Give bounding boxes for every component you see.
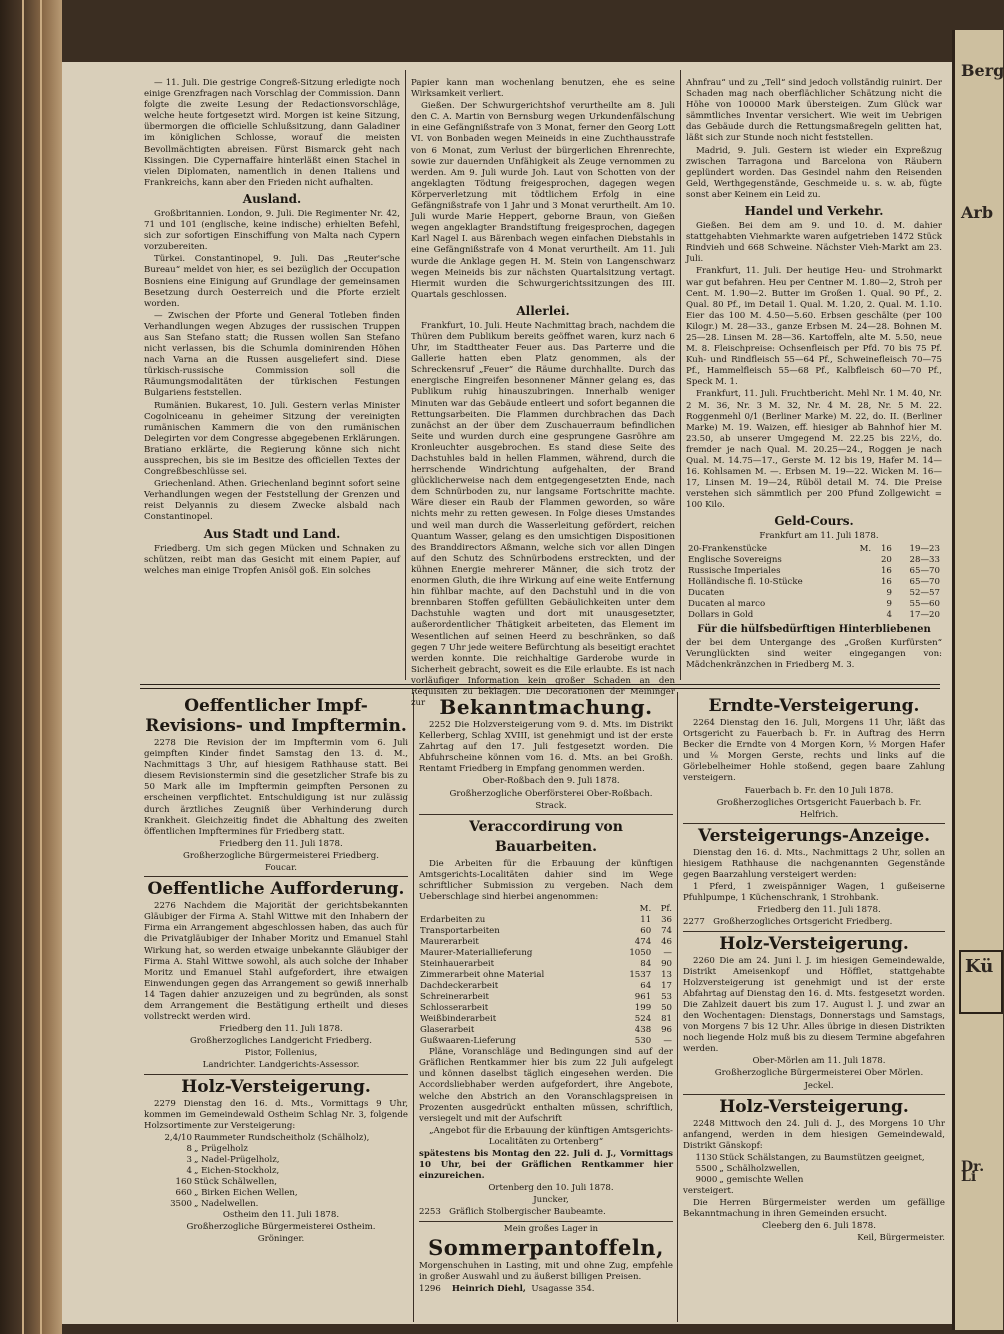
news-madrid: Madrid, 9. Juli. Gestern ist wieder ein Expreßzug zwischen Tarragona und Barcelona von Räubern geplündert worden. Das Gesindel nahm den Reisenden Geld, Werthgegenstände, Geschmeide u. s. w. ab, fügte sonst aber Keinem ein Leid zu. [686,145,942,200]
geld-row [686,544,942,555]
bau-pfennig: 90 [661,959,672,970]
adjacent-page [952,30,1003,1330]
news-frankfurt-fire: Frankfurt, 10. Juli. Heute Nachmittag brach, nachdem die Thüren dem Publikum bereits geöffnet waren, kurz nach 6 Uhr, im Stadttheater Feuer aus. Das Parterre und die Gallerie hatten eben Platz genommen, als der Schreckensruf „Feuer“ die Räume durchhallte. Durch das energische Eingreifen besonnener Männer gelang es, das Publikum ruhig hinauszubringen. Innerhalb weniger Minuten war das Gebäude entleert und sofort begannen die Rettungsarbeiten. Die Flammen durchbrachen das Dach zunächst an der über dem Zuschauerraum befindlichen Seite und wurden durch eine gesprungene Gasröhre am Kronleuchter ausgebrochen. Es stand diese Seite des Dachstuhles bald in hellen Flammen, während, durch die herrschende Windrichtung aufgehalten, der Brand glücklicherweise nach dem entgegengesetzten Ende, nach dem Schnürboden zu, nur langsame Fortschritte machte. Wäre dieser ein Raub der Flammen geworden, so wäre nichts mehr zu retten gewesen. In Folge dieses Umstandes und weil man durch die Wasserleitung gefördert, reichen Quantum Wasser, gelang es den umsichtigen Dispositionen des Branddirectors Aßmann, welche sich vor allen Dingen auf den Schutz des Schnürbodens erstreckten, und der kühnen Energie mehrerer Männer, die sich trotz der enormen Gluth, die ihre Wirkung auf eine weite Entfernung hin fühlbar machte, auf den Dachstuhl und in die von brennbaren Stoffen gefüllten Gebäulichkeiten unter dem Dachstuhle wagten und dort mit unausgesetzter, außerordentlicher Thätigkeit arbeiteten, das Element im Wesentlichen auf seinen Heerd zu beschränken, so daß gegen 7 Uhr jede weitere Befürchtung als beseitigt erachtet werden konnte. Die reichhaltige Garderobe wurde in Sicherheit gebracht, soweit es die Eile erlaubte. Es ist nach vorläufiger Information kein großer Schaden an den Requisiten zu beklagen. Die Decorationen der Meininger zur [411,320,675,709]
geld-value-2: 65—70 [909,576,940,587]
news-britain: Großbritannien. London, 9. Juli. Die Regimenter Nr. 42, 71 und 101 (englische, keine indische) erhielten Befehl, sich zur sofortigen Einschiffung von Malta nach Cypern vorzubereiten. [144,208,400,253]
bau-pfennig: 46 [661,937,672,948]
geld-value-1: 20 [880,554,892,565]
bau-row [419,959,673,970]
col-mark: M. [639,904,652,915]
geld-row [686,577,942,588]
holz3-item [693,1153,934,1164]
bau-work: Dachdeckerarbeit [420,981,499,992]
geld-value-2: 65—70 [909,565,940,576]
holz1-desc: „ Birken Eichen Wellen, [193,1187,298,1198]
holz3-after: versteigert. [683,1185,734,1196]
erndte-date: Fauerbach b. Fr. den 10 Juli 1878. [744,785,894,796]
geld-value-2: 55—60 [909,598,940,609]
holz1-item [160,1199,392,1210]
market-giessen: Gießen. Bei dem am 9. und 10. d. M. dahier stattgehabten Viehmarkte waren aufgetrieben 1472 Stück Rindvieh und 668 Schweine. Nächster Vieh-Markt am 23. Juli. [686,221,942,265]
holz1-text: 2279 Dienstag den 16. d. Mts., Vormittags 9 Uhr, kommen im Gemeindewald Ostheim Schlag Nr. 3, folgende Holzsortimente zur Versteigerung: [144,1098,408,1131]
bau-work: Schlosserarbeit [420,1003,489,1014]
news-greece: Griechenland. Athen. Griechenland beginnt sofort seine Verhandlungen wegen der Feststellung der Grenzen und reist Delyannis zu diesem Zwecke alsbald nach Constantinopel. [144,479,400,523]
holz1-office: Großherzogliche Bürgermeisterei Ostheim. [186,1221,376,1232]
bau-row [419,1003,673,1014]
bekannt-office: Großherzogliche Oberförsterei Ober-Roßbach. [449,788,653,799]
impf-date: Friedberg den 11. Juli 1878. [219,838,343,849]
sommer-pre: Mein großes Lager in [503,1223,599,1234]
sommer-name: Heinrich Diehl, [451,1283,526,1294]
hinterbliebenen-text: der bei dem Untergange des „Großen Kurfürsten“ Verunglückten sind weiter eingegangen von: Mädchenkränzchen in Friedberg M. 3. [686,637,942,670]
bau-pfennig: 81 [661,1014,672,1025]
bau-pfennig: 50 [661,1003,672,1014]
holz2-heading: Holz-Versteigerung. [719,933,909,954]
bau-mark: 64 [640,981,652,992]
aufforderung-heading: Oeffentliche Aufforderung. [147,879,405,900]
holz3-item [693,1164,934,1175]
bau-row [419,992,673,1003]
holz2-date: Ober-Mörlen am 11. Juli 1878. [752,1056,886,1067]
bau-mark: 60 [640,926,652,937]
holz1-desc: Stück Schälwellen, [193,1176,277,1187]
geld-value-2: 19—23 [909,543,940,554]
bau-row [419,915,673,926]
holz1-item [160,1133,392,1144]
bau-row [419,970,673,981]
anzeige-items: 1 Pferd, 1 zweispänniger Wagen, 1 gußeiserne Pfuhlpumpe, 1 Küchenschrank, 1 Strohbank. [683,882,945,904]
holz1-desc: „ Nadelwellen. [193,1198,259,1209]
holz1-items [160,1133,392,1210]
geld-row [686,599,942,610]
ausland-heading: Ausland. [242,191,302,206]
bau-pfennig: 13 [661,970,672,981]
adjacent-heading-3: Kü [965,956,994,977]
holz2-name: Jeckel. [804,1080,834,1091]
holz2-text: 2260 Die am 24. Juni l. J. im hiesigen Gemeindewalde, Distrikt Ameisenkopf und Höfflet, stattgehabte Holzversteigerung ist genehmigt und ist der erste Abfahrtag auf Dienstag den 16. d. Mts. festgesetzt worden. Die Zahlzeit dauert bis zum 17. August l. J. und zwar an den Wochentagen: Dienstags, Donnerstags und Samstags, von Morgens 7 bis 12 Uhr. Alles übrige in diesen Distrikten noch liegende Holz muß bis zu diesem Termine abgefahren werden. [683,955,945,1055]
geld-currency: M. [859,543,872,554]
allerlei-heading: Allerlei. [516,303,570,318]
geld-value-1: 16 [880,565,892,576]
holz1-qty: 660 [175,1187,192,1198]
anzeige-ref: 2277 [683,917,705,928]
holz3-desc: „ Schälholzwellen, [719,1163,800,1174]
holz1-qty: 3500 [170,1198,192,1209]
geld-coin: Dollars in Gold [688,609,754,620]
holz3-note: Die Herren Bürgermeister werden um gefällige Bekanntmachung in ihren Gemeinden ersucht. [683,1198,945,1220]
bekannt-heading: Bekanntmachung. [439,695,653,719]
bau-work: Gußwaaren-Lieferung [420,1036,516,1047]
bau-row [419,937,673,948]
holz1-desc: Raummeter Rundscheitholz (Schälholz), [193,1132,370,1143]
geld-row [686,566,942,577]
bau-work: Erdarbeiten zu [420,915,486,926]
bau-row [419,1014,673,1025]
news-fire-continued: Ahnfrau“ und zu „Tell“ sind jedoch vollständig ruinirt. Der Schaden mag nach oberflächlicher Schätzung nicht die Höhe von 100000 Mark übersteigen. Zum Glück war sämmtliches Inventar versichert. Wie weit im Uebrigen das Gebäude durch die Rettungsmaßregeln gelitten hat, läßt sich zur Stunde noch nicht feststellen. [686,78,942,144]
impf-heading: Oeffentlicher Impf-Revisions- und Impftermin. [145,696,407,736]
bau-mark: 474 [634,937,652,948]
holz1-qty: 3 [186,1154,192,1165]
geld-value-2: 28—33 [909,554,940,565]
news-turkey: Türkei. Constantinopel, 9. Juli. Das „Reuter'sche Bureau“ meldet von hier, es sei bezüglich der Occupation Bosniens eine Einigung auf Grundlage der gemeinsamen Besetzung durch Oesterreich und die Pforte erzielt worden. [144,254,400,309]
bekannt-text: 2252 Die Holzversteigerung vom 9. d. Mts. im Distrikt Kellerberg, Schlag XVIII, ist genehmigt und ist der erste Zahrtag auf den 17. Juli festgesetzt worden. Die Abfuhrscheine können vom 16. d. Mts. an bei Großh. Rentamt Friedberg in Empfang genommen werden. [419,720,673,775]
impf-text: 2278 Die Revision der im Impftermin vom 6. Juli geimpften Kinder findet Samstag den 13. d. M., Nachmittags 3 Uhr, auf hiesigem Rathhause statt. Bei diesem Revisionstermin sind die gesetzlicher Strafe bis zu 50 Mark alle im Impftermin geimpften Personen zu erscheinen verpflichtet. Entschuldigung ist nur zulässig durch ärztliches Zeugniß über Verhinderung durch Krankheit. Gleichzeitig findet die Abhaltung des zweiten öffentlichen Impftermines für Friedberg statt. [144,738,408,837]
news-turkey-2: — Zwischen der Pforte und General Totleben finden Verhandlungen wegen Abzuges der russischen Truppen aus San Stefano statt; die Russen wollen San Stefano nicht verlassen, bis die Schumla dominirenden Höhen nach Varna an die Russen ausgeliefert sind. Diese türkisch-russische Commission soll die Räumungsmodalitäten der türkischen Festungen Bulgariens feststellen. [144,310,400,399]
aufforderung-names: Pistor, Follenius, [244,1048,318,1059]
bekannt-date: Ober-Roßbach den 9. Juli 1878. [482,776,620,787]
geld-row [686,588,942,599]
holz1-item [160,1144,392,1155]
bau-pfennig: 17 [661,981,672,992]
bauarbeiten-deadline: spätestens bis Montag den 22. Juli d. J., Vormittags 10 Uhr, bei der Gräflichen Rentkammer hier einzureichen. [419,1148,673,1182]
bau-work: Maurerarbeit [420,937,479,948]
holz1-date: Ostheim den 11. Juli 1878. [222,1209,340,1220]
column-1-news [144,78,400,680]
holz1-name: Gröninger. [257,1234,305,1244]
holz3-qty: 9000 [695,1174,718,1185]
geld-value-1: 9 [886,587,892,598]
geld-currency [851,610,873,621]
news-romania: Rumänien. Bukarest, 10. Juli. Gestern verlas Minister Cogolniceanu in geheimer Sitzung der vereinigten rumänischen Kammern die von den rumänischen Delegirten vor dem Congresse abgegebenen Erklärungen. Bratiano erklärte, die Regierung könne sich nicht aussprechen, bis sie im Besitze des officiellen Textes der Congreßbeschlüsse sei. [144,400,400,478]
holz3-items [693,1153,934,1186]
holz3-date: Cleeberg den 6. Juli 1878. [761,1221,877,1232]
geld-coin: Holländische fl. 10-Stücke [688,576,803,587]
market-frankfurt-hay: Frankfurt, 11. Juli. Der heutige Heu- und Strohmarkt war gut befahren. Heu per Centner M. 1.80—2, Stroh per Cent. M. 1.90—2. Butter im Großen 1. Qual. 90 Pf., 2. Qual. 80 Pf., im Detail 1. Qual. M. 1.20, 2. Qual. M. 1.10. Eier das 100 M. 4.50—5.60. Erbsen geschälte (per 100 Kilogr.) M. 28—33., ganze Erbsen M. 24—28. Bohnen M. 25—28. Linsen M. 28—36. Kartoffeln, alte M. 5.50, neue M. 8. Fleischpreise: Ochsenfleisch per Pfd. 70 bis 75 Pf. Kuh- und Rindfleisch 55—64 Pf., Schweinefleisch 70—75 Pf., Hammelfleisch 55—68 Pf., Kalbfleisch 60—70 Pf., Speck M. 1. [686,266,942,388]
geld-coin: Russische Imperiales [688,565,781,576]
geld-coin: Englische Sovereigns [688,554,782,565]
bauarbeiten-name: Juncker, [533,1195,569,1206]
bau-mark: 84 [640,959,652,970]
geld-value-2: 52—57 [909,587,940,598]
geld-value-1: 16 [880,576,892,587]
bauarbeiten-ref: 2253 [419,1207,441,1218]
geld-currency [851,577,873,588]
geld-coin: 20-Frankenstücke [688,543,767,554]
bau-mark: 1050 [629,948,652,959]
holz1-desc: „ Eichen-Stockholz, [193,1165,280,1176]
holz3-qty: 1130 [695,1152,718,1163]
holz1-item [160,1166,392,1177]
bauarbeiten-date: Ortenberg den 10. Juli 1878. [488,1183,614,1194]
column-3-news [686,78,942,680]
geld-row [686,610,942,621]
bauarbeiten-intro: Die Arbeiten für die Erbauung der künftigen Amtsgerichts-Localitäten dahier sind im Wege schriftlicher Submission zu vergeben. Nach dem Ueberschlage sind hierbei angenommen: [419,858,673,903]
holz1-qty: 160 [175,1176,192,1187]
geld-currency [851,588,873,599]
bau-work: Transportarbeiten [420,926,500,937]
congress-report: — 11. Juli. Die gestrige Congreß-Sitzung erledigte noch einige Grenzfragen nach Vorschlag der Commission. Dann folgte die zweite Lesung der Redactionsvorschläge, welche heute fortgesetzt wird. Morgen ist keine Sitzung, übermorgen die officielle Schlußsitzung, dann Galadiner im königlichen Schlosse, worauf die meisten Bevollmächtigten abreisen. Fürst Bismarck geht nach Kissingen. Die Cypernaffaire hinterläßt einen Stachel in vielen Diplomaten, namentlich in denen Italiens und Frankreichs, kann aber den Frieden nicht aufhalten. [144,78,400,188]
bau-work: Schreinerarbeit [420,992,489,1003]
bau-mark: 11 [640,915,652,926]
news-giessen-court: Gießen. Der Schwurgerichtshof verurtheilte am 8. Juli den C. A. Martin von Bernsburg wegen Urkundenfälschung in eine Gefängnißstrafe von 3 Monat, ferner den Georg Lott VI. von Bonbaden wegen Meineids in eine Zuchthausstrafe von 6 Monat, zum Verlust der bürgerlichen Ehrenrechte, sowie zur dauernden Unfähigkeit als Zeuge vernommen zu werden. Am 9. Juli wurde Joh. Laut von Schotten von der angeklagten Tödtung freigesprochen, dagegen wegen Körperverletzung mit tödtlichem Erfolg in eine Gefängnißstrafe von 1 Jahr und 3 Monat verurtheilt. Am 10. Juli wurde Marie Heppert, geborne Braun, von Gießen wegen angeklagter Brandstiftung freigesprochen, dagegen Karl Nagel I. aus Bärenbach wegen einfachen Diebstahls in eine Gefängnißstrafe von 4 Monat verurtheilt. Am 11. Juli wurde die Anklage gegen H. M. Stein von Langenschwarz wegen Meineids bis zur nächsten Quartalsitzung vertagt. Hiermit wurden die Schwurgerichtssitzungen des III. Quartals geschlossen. [411,101,675,300]
erndte-office: Großherzogliches Ortsgericht Fauerbach b. Fr. [716,797,922,808]
aufforderung-titles: Landrichter. Landgerichts-Assessor. [202,1060,360,1071]
bau-row [419,1025,673,1036]
anzeige-office: Großherzogliches Ortsgericht Friedberg. [713,917,893,928]
bau-row [419,981,673,992]
bau-row [419,948,673,959]
holz1-item [160,1188,392,1199]
bauarbeiten-quote: „Angebot für die Erbauung der künftigen Amtsgerichts-Localitäten zu Ortenberg“ [429,1125,673,1147]
bau-work: Weißbinderarbeit [420,1014,497,1025]
handel-heading: Handel und Verkehr. [744,204,884,219]
bekannt-name: Strack. [535,800,567,811]
holz1-desc: „ Nadel-Prügelholz, [193,1154,280,1165]
geld-currency [851,566,873,577]
sommer-addr: Usagasse 354. [531,1283,595,1294]
bau-work: Zimmerarbeit ohne Material [420,970,545,981]
geld-value-2: 17—20 [909,609,940,620]
geld-coin: Ducaten [688,587,725,598]
ads-column-3 [683,694,945,1322]
bauarbeiten-table [419,904,673,1047]
bau-mark: 1537 [629,970,652,981]
erndte-name: Helfrich. [799,809,839,820]
bau-pfennig: — [663,948,672,959]
adjacent-heading-4: Dr. Li [961,1159,985,1185]
bau-pfennig: — [663,1036,672,1047]
impf-office: Großherzogliche Bürgermeisterei Friedberg. [182,850,380,861]
holz3-desc: Stück Schälstangen, zu Baumstützen geeignet, [719,1152,925,1163]
geld-heading: Geld-Cours. [774,514,854,529]
impf-name: Foucar. [264,863,298,874]
geld-value-1: 16 [880,543,892,554]
bau-row [419,926,673,937]
news-continued: Papier kann man wochenlang benutzen, ehe es seine Wirksamkeit verliert. [411,78,675,100]
sommer-text: Morgenschuhen in Lasting, mit und ohne Zug, empfehle in großer Auswahl und zu äußerst billigen Preisen. [419,1260,673,1282]
holz1-qty: 8 [186,1143,192,1154]
erndte-heading: Erndte-Versteigerung. [708,696,920,716]
book-binding [0,0,62,1334]
market-frankfurt-fruit: Frankfurt, 11. Juli. Fruchtbericht. Mehl Nr. 1 M. 40, Nr. 2 M. 36, Nr. 3 M. 32, Nr. 4 M. 28, Nr. 5 M. 22. Roggenmehl 0/1 (Berliner Marke) M. 22, do. II. (Berliner Marke) M. 19. Waizen, eff. hiesiger ab Bahnhof hier M. 23.50, ab unserer Umgegend M. 22.25 bis 22½, do. fremder je nach Qual. M. 20.25—24., Roggen je nach Qual. M. 14.75—17., Gerste M. 12 bis 19, Hafer M. 14—16. Kohlsamen M. —. Erbsen M. 19—22. Wicken M. 16—17, Linsen M. 19—24, Rüböl detail M. 74. Die Preise verstehen sich sämmtlich per 200 Pfund Zollgewicht = 100 Kilo. [686,389,942,511]
erndte-text: 2264 Dienstag den 16. Juli, Morgens 11 Uhr, läßt das Ortsgericht zu Fauerbach b. Fr. in Auftrag des Herrn Becker die Erndte von 4 Morgen Korn, ½ Morgen Hafer und ⅛ Morgen Gerste, rechts und links auf die Görlebelheimer Hohle stoßend, gegen baare Zahlung versteigern. [683,718,945,784]
bau-mark: 438 [634,1025,652,1036]
geld-table [686,544,942,621]
holz3-desc: „ gemischte Wellen [719,1174,804,1185]
bauarbeiten-office: Gräflich Stolbergischer Baubeamte. [449,1207,606,1218]
geld-currency [851,599,873,610]
holz3-item [693,1175,934,1186]
stadt-heading: Aus Stadt und Land. [203,526,341,541]
holz3-name: Keil, Bürgermeister. [857,1233,945,1244]
sommer-heading: Sommerpantoffeln, [428,1234,664,1260]
anzeige-date: Friedberg den 11. Juli 1878. [757,905,881,916]
bau-work: Steinhauerarbeit [420,959,495,970]
geld-row [686,555,942,566]
anzeige-text: Dienstag den 16. d. Mts., Nachmittags 2 Uhr, sollen an hiesigem Rathhause die nachgenannten Gegenstände gegen Baarzahlung versteigert werden: [683,847,945,881]
ads-column-1 [144,694,408,1322]
geld-coin: Ducaten al marco [688,598,766,609]
geld-value-1: 4 [886,609,892,620]
adjacent-heading-1: Berg [961,61,1004,80]
bau-pfennig: 36 [661,915,672,926]
col-pfennig: Pf. [660,904,672,915]
bau-work: Maurer-Materiallieferung [420,948,533,959]
aufforderung-office: Großherzogliches Landgericht Friedberg. [189,1036,373,1047]
holz1-desc: „ Prügelholz [193,1143,248,1154]
bau-mark: 961 [634,992,652,1003]
sommer-ref: 1296 [419,1283,441,1294]
holz1-qty: 4 [186,1165,192,1176]
bau-pfennig: 96 [661,1025,672,1036]
anzeige-heading: Versteigerungs-Anzeige. [697,825,931,846]
hinterbliebenen-heading: Für die hülfsbedürftigen Hinterbliebenen [697,623,931,635]
holz2-office: Großherzogliche Bürgermeisterei Ober Mörlen. [714,1068,924,1079]
bau-pfennig: 74 [661,926,672,937]
bau-row [419,1036,673,1047]
aufforderung-date: Friedberg den 11. Juli 1878. [219,1024,343,1035]
news-friedberg: Friedberg. Um sich gegen Mücken und Schnaken zu schützen, reibt man das Gesicht mit einem Papier, auf welches man einige Tropfen Anisöl goß. Ein solches [144,543,400,576]
bau-mark: 530 [634,1036,652,1047]
holz3-heading: Holz-Versteigerung. [719,1096,909,1117]
bauarbeiten-text: Pläne, Voranschläge und Bedingungen sind auf der Gräflichen Rentkammer hier bis zum 22 Juli aufgelegt und können daselbst täglich eingesehen werden. Die Accordsliebhaber werden aufgefordert, ihre Angebote, welche den Abstrich an den Voranschlagspreisen in Prozenten ausgedrückt enthalten müssen, schriftlich, versiegelt und mit der Aufschrift [419,1047,673,1124]
bauarbeiten-heading: Veraccordirung von Bauarbeiten. [469,818,623,855]
holz1-item [160,1155,392,1166]
geld-value-1: 9 [886,598,892,609]
holz1-qty: 2,4/10 [164,1132,192,1143]
aufforderung-text: 2276 Nachdem die Majorität der gerichtsbekannten Gläubiger der Firma A. Stahl Wittwe mit den Inhabern der Firma ein Arrangement abgeschlossen haben, das auch für die Privatgläubiger der Inhaber Moritz und Emanuel Stahl Wirkung hat, so werden etwaige unbekannte Gläubiger der Firma A. Stahl Wittwe sowohl, als auch solche der Inhaber Moritz und Emanuel Stahl aufgefordert, ihre etwaigen Einwendungen gegen das Arrangement so gewiß innerhalb 14 Tagen dahier anzuzeigen und zu begründen, als sonst dem Arrangement die Bestätigung ertheilt und dieses vollstreckt werden wird. [144,901,408,1023]
bau-pfennig: 53 [661,992,672,1003]
geld-currency [851,555,873,566]
holz1-item [160,1177,392,1188]
holz1-heading: Holz-Versteigerung. [181,1076,371,1097]
holz3-qty: 5500 [695,1163,718,1174]
adjacent-heading-2: Arb [961,203,994,222]
bau-mark: 524 [634,1014,652,1025]
geld-subheading: Frankfurt am 11. Juli 1878. [759,531,879,542]
bau-work: Glaserarbeit [420,1025,475,1036]
bau-mark: 199 [634,1003,652,1014]
ads-column-2 [419,694,673,1322]
holz3-text: 2248 Mittwoch den 24. Juli d. J., des Morgens 10 Uhr anfangend, werden in dem hiesigen Gemeindewald, Distrikt Gänskopf: [683,1118,945,1151]
